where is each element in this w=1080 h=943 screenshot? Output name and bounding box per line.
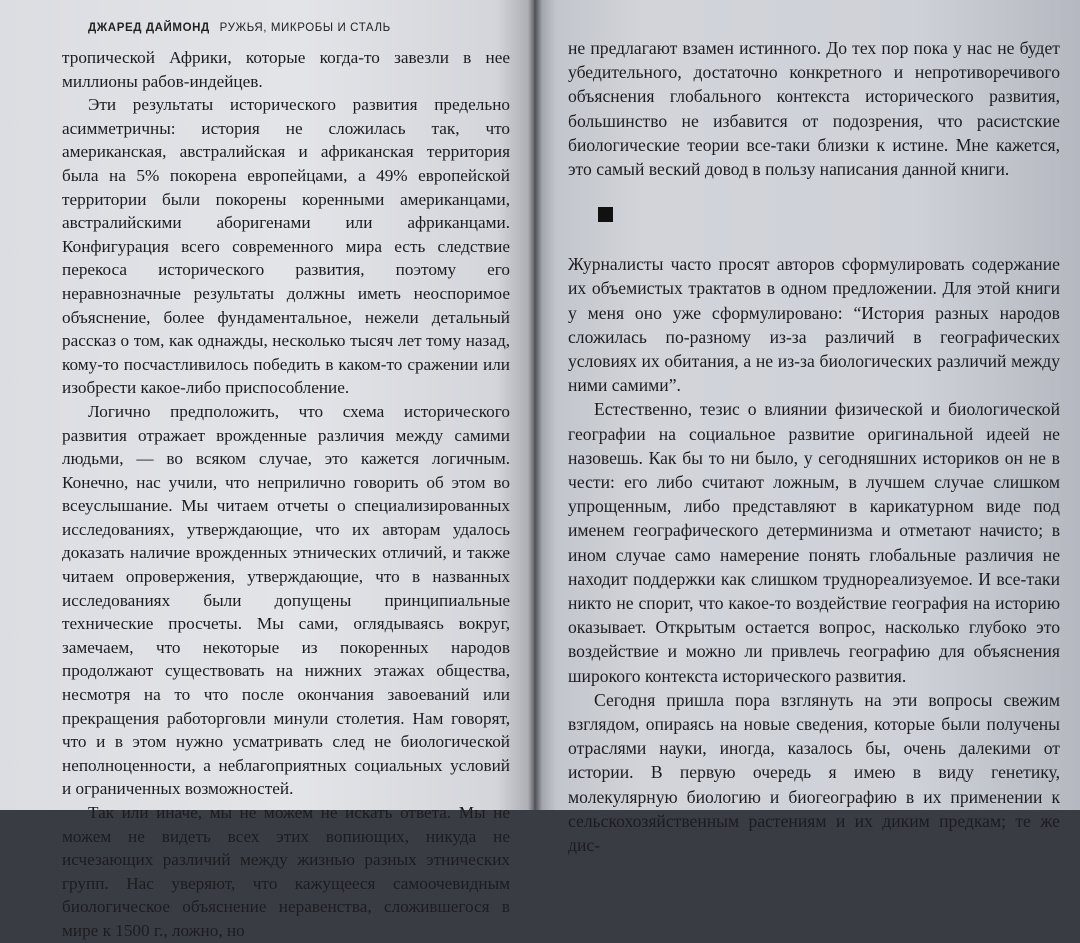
paragraph: Эти результаты исторического развития предельно асимметричны: история не сложилась так, что американская, австралийская и африканская территория была на 5% покорена европейцами, а 49% европейской территории были покорены коренными американцами, австралийскими аборигенами или африканцами. Конфигурация всего современного мира есть следствие перекоса исторического развития, поэтому его неравнозначные результаты должны иметь неоспоримое объяснение, более фундаментальное, нежели детальный рассказ о том, как однажды, несколько тысяч лет тому назад, кому-то посчастливилось победить в каком-то сражении или изобрести какое-либо приспособление. [62,95,510,398]
section-break-square-icon [598,207,613,222]
book-gutter [528,0,542,810]
paragraph: не предлагают взамен истинного. До тех пор пока у нас не будет убедительного, достаточно конкретного и непротиворечивого объяснения глобального контекста исторического развития, большинство не избавится от подозрения, что расистские биологические теории все-таки близки к истине. Мне кажется, это самый веский довод в пользу написания данной книги. [568,38,1060,180]
paragraph: Естественно, тезис о влиянии физической и биологической географии на социальное развитие оригинальной идеей не назовешь. Как бы то ни было, у сегодняшних историков он не в чести: его либо считают ложным, в лучшем случае слишком упрощенным, либо представляют в карикатурном виде под именем географического детерминизма и отметают начисто; в ином случае само намерение понять глобальные различия не находит поддержки как слишком труднореализуемое. И все-таки никто не спорит, что какое-то воздействие география на историю оказывает. Открытым остается вопрос, насколько глубоко это воздействие и можно ли привлечь географию для объяснения широкого контекста исторического развития. [568,399,1060,686]
right-page-text [568,36,1060,857]
running-header [88,22,510,34]
paragraph: Сегодня пришла пора взглянуть на эти вопросы свежим взглядом, опираясь на новые сведения, которые были получены отраслями науки, иногда, казалось бы, очень далекими от истории. В первую очередь я имею в виду генетику, молекулярную биологию и биогеографию в их применении к сельскохозяйственным растениям и их диким предкам; те же дис- [568,689,1060,856]
header-author: ДЖАРЕД ДАЙМОНД [88,22,210,34]
paragraph: Журналисты часто просят авторов сформулировать содержание их объемистых трактатов в одном предложении. Для этой книги у меня оно уже сформулировано: “История разных народов сложилась по-разному из-за различий в географических условиях их обитания, а не из-за биологических различий между ними самими”. [568,254,1060,396]
right-page [534,0,1080,856]
left-page-text [62,46,510,943]
paragraph: Логично предположить, что схема исторического развития отражает врожденные различия между самими людьми, — во всяком случае, это кажется логичным. Конечно, нас учили, что неприлично говорить об этом во всеуслышание. Мы читаем отчеты о специализированных исследованиях, утверждающие, что их авторам удалось доказать наличие врожденных этнических отличий, и также читаем опровержения, утверждающие, что в названных исследованиях были допущены принципиальные технические просчеты. Мы сами, оглядываясь вокруг, замечаем, что некоторые из покоренных народов продолжают существовать на нижних этажах общества, несмотря на то что после окончания завоеваний или прекращения работорговли минули столетия. Нам говорят, что и в этом нужно усматривать след не биологической неполноценности, а неблагоприятных социальных условий и ограниченных возможностей. [62,401,510,799]
paragraph: тропической Африки, которые когда-то завезли в нее миллионы рабов-индейцев. [62,48,510,91]
header-title: РУЖЬЯ, МИКРОБЫ И СТАЛЬ [219,22,391,34]
paragraph: Так или иначе, мы не можем не искать ответа. Мы не можем не видеть всех этих вопиющих, никуда не исчезающих различий между жизнью разных этнических групп. Нас уверяют, что кажущееся самоочевидным биологическое объяснение неравенства, сложившегося в мире к 1500 г., ложно, но [62,803,510,940]
left-page [0,0,540,940]
